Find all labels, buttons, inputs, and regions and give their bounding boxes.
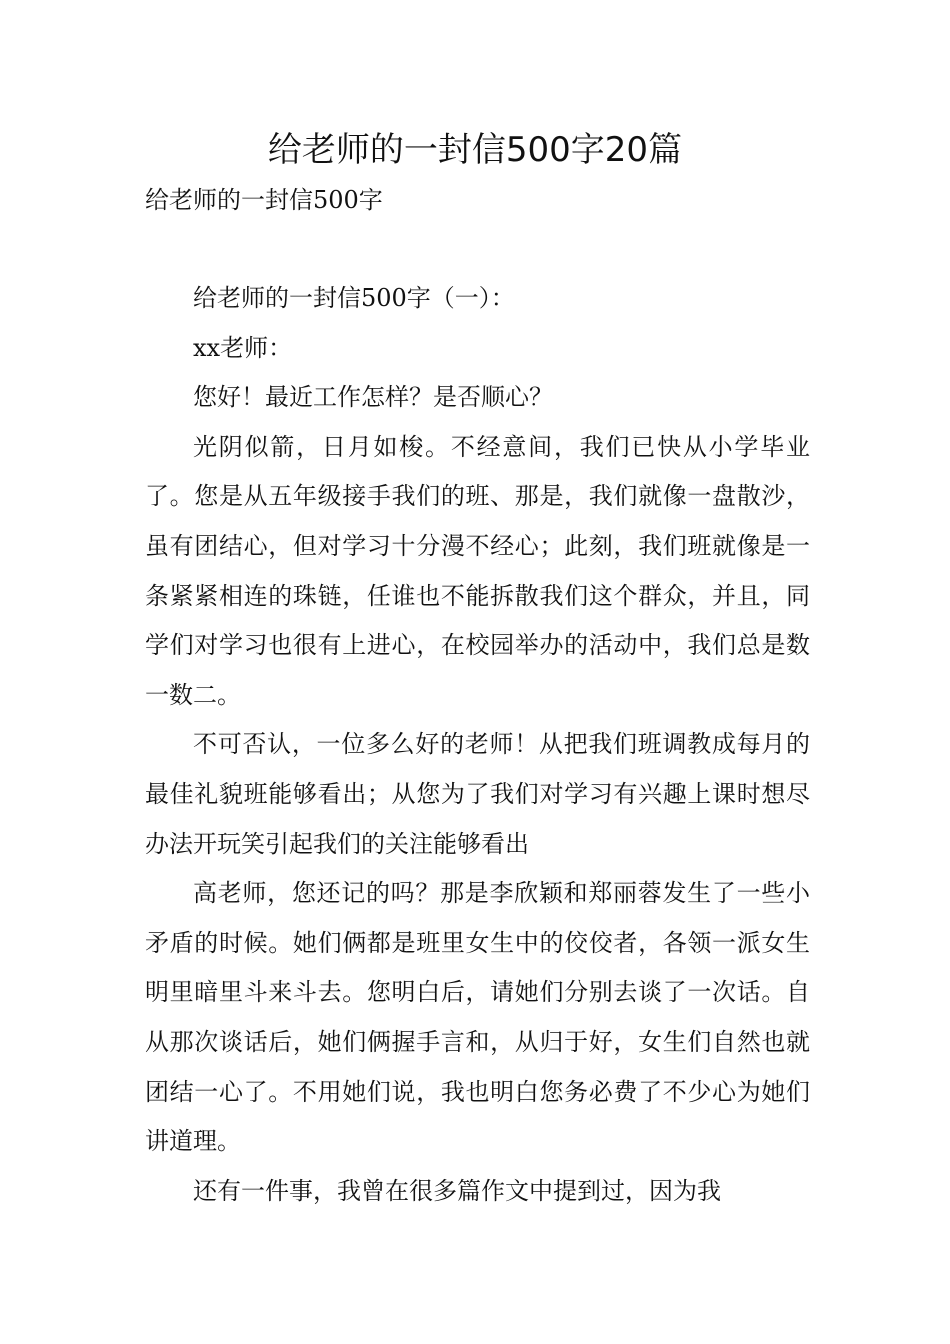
body-paragraph: 光阴似箭，日月如梭。不经意间，我们已快从小学毕业了。您是从五年级接手我们的班、那是，我们就像一盘散沙，虽有团结心，但对学习十分漫不经心；此刻，我们班就像是一条紧紧相连的珠链，任谁也不能拆散我们这个群众，并且，同学们对学习也很有上进心，在校园举办的活动中，我们总是数一数二。 (145, 432, 810, 709)
body-paragraph: 还有一件事，我曾在很多篇作文中提到过，因为我 (193, 1176, 721, 1205)
body-paragraph: 高老师，您还记的吗？那是李欣颖和郑丽蓉发生了一些小矛盾的时候。她们俩都是班里女生中的佼佼者，各领一派女生明里暗里斗来斗去。您明白后，请她们分别去谈了一次话。自从那次谈话后，她们俩握手言和，从归于好，女生们自然也就团结一心了。不用她们说，我也明白您务必费了不少心为她们讲道理。 (145, 879, 810, 1156)
letter-body (145, 274, 810, 1216)
document-title: 给老师的一封信500字20篇 (267, 130, 683, 170)
letter-greeting: 您好！最近工作怎样？是否顺心？ (193, 383, 553, 412)
body-paragraph: 不可否认，一位多么好的老师！从把我们班调教成每月的最佳礼貌班能够看出；从您为了我们对学习有兴趣上课时想尽办法开玩笑引起我们的关注能够看出 (145, 730, 810, 858)
letter-heading: 给老师的一封信500字（一）： (193, 284, 515, 312)
letter-salutation: xx老师： (193, 333, 293, 362)
document-subtitle: 给老师的一封信500字 (145, 186, 383, 214)
